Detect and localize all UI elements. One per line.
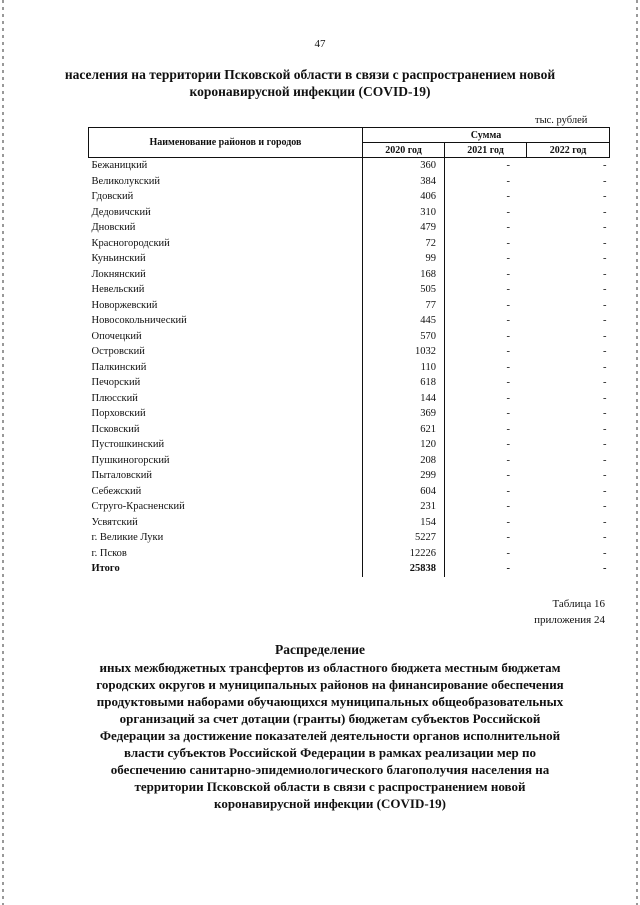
value-2020: 72 [363,236,445,252]
page-number: 47 [314,38,326,50]
table-row [89,267,610,283]
table-row [89,422,610,438]
value-2020: 618 [363,375,445,391]
value-2022: - [603,547,607,559]
table-ref-line1: Таблица 16 [552,598,605,610]
value-2022: - [603,516,607,528]
value-2022: - [603,485,607,497]
table-row [89,515,610,531]
value-2020: 384 [363,174,445,190]
table-row [89,437,610,453]
value-2020: 99 [363,251,445,267]
value-2021: - [506,408,510,419]
value-2020: 25838 [363,561,445,577]
value-2022: - [603,346,607,357]
value-2021: - [506,392,510,404]
value-2021: - [506,501,510,512]
header-year-2021: 2021 год [445,143,527,158]
section-title: Распределение [274,642,366,657]
value-2020: 5227 [363,530,445,546]
district-name: Локнянский [89,267,363,283]
value-2022: - [603,206,607,218]
table-row [89,251,610,267]
value-2022: - [603,563,607,574]
value-2021: - [506,253,510,264]
header-year-2022: 2022 год [527,143,610,158]
value-2020: 154 [363,515,445,531]
district-name: Итого [89,561,363,577]
table-row [89,360,610,376]
value-2020: 208 [363,453,445,469]
district-name: Бежаницкий [89,158,363,174]
district-name: Новосокольнический [89,313,363,329]
value-2022: - [603,330,607,342]
value-2022: - [603,454,607,466]
value-2021: - [506,268,510,280]
value-2021: - [506,361,510,373]
table-row [89,236,610,252]
value-2022: - [603,268,607,280]
district-name: Красногородский [89,236,363,252]
value-2020: 445 [363,313,445,329]
district-name: Плюсский [89,391,363,407]
value-2022: - [603,191,607,202]
district-name: Псковский [89,422,363,438]
table-ref-line2: приложения 24 [534,614,605,626]
value-2022: - [603,532,607,543]
value-2020: 299 [363,468,445,484]
table-row [89,530,610,546]
value-2020: 621 [363,422,445,438]
value-2021: - [506,563,510,574]
value-2022: - [603,237,607,249]
value-2022: - [603,408,607,419]
value-2020: 120 [363,437,445,453]
value-2021: - [506,470,510,481]
value-2022: - [603,222,607,233]
district-name: Усвятский [89,515,363,531]
value-2021: - [506,346,510,357]
district-name: Себежский [89,484,363,500]
table-row [89,546,610,562]
value-2020: 77 [363,298,445,314]
table-row [89,375,610,391]
value-2022: - [603,392,607,404]
units-label: тыс. рублей [535,115,588,126]
value-2021: - [506,485,510,497]
value-2022: - [603,253,607,264]
table-row [89,484,610,500]
district-name: Дедовичский [89,205,363,221]
value-2022: - [603,175,607,187]
value-2020: 604 [363,484,445,500]
section-body: иных межбюджетных трансфертов из областного бюджета местным бюджетам городских округов и муниципальных районов на финансирование обеспечения продуктовыми наборами обучающихся муниципальных общеобразовательных организаций за счет дотации (гранты) бюджетам субъектов Российской Федерации за достижение показателей деятельности органов исполнительной власти субъектов Российской Федерации в рамках реализации мер по обеспечению санитарно-эпидемиологического благополучия населения на территории Псковской области в связи с распространением новой коронавирусной инфекции (COVID-19) [96,660,564,811]
district-name: Струго-Красненский [89,499,363,515]
district-name: г. Великие Луки [89,530,363,546]
left-scan-edge [2,0,4,905]
value-2022: - [603,470,607,481]
district-name: Гдовский [89,189,363,205]
value-2021: - [506,454,510,466]
value-2021: - [506,516,510,528]
value-2022: - [603,439,607,450]
table-row [89,189,610,205]
district-name: Невельский [89,282,363,298]
value-2022: - [603,361,607,373]
value-2022: - [603,284,607,295]
table-row [89,220,610,236]
value-2020: 570 [363,329,445,345]
table-row [89,298,610,314]
value-2020: 406 [363,189,445,205]
value-2020: 505 [363,282,445,298]
value-2021: - [506,532,510,543]
district-name: Порховский [89,406,363,422]
header-year-2020: 2020 год [363,143,445,158]
value-2021: - [506,160,510,171]
district-name: Пушкиногорский [89,453,363,469]
value-2021: - [506,330,510,342]
table-row [89,174,610,190]
table-row [89,499,610,515]
district-name: г. Псков [89,546,363,562]
table-row [89,391,610,407]
table-row [89,344,610,360]
table-row [89,453,610,469]
value-2020: 231 [363,499,445,515]
table-row [89,282,610,298]
district-name: Палкинский [89,360,363,376]
header-name: Наименование районов и городов [89,128,363,158]
value-2020: 310 [363,205,445,221]
district-name: Великолукский [89,174,363,190]
value-2021: - [506,191,510,202]
value-2022: - [603,160,607,171]
district-name: Дновский [89,220,363,236]
value-2021: - [506,222,510,233]
value-2022: - [603,423,607,435]
value-2022: - [603,377,607,388]
value-2022: - [603,315,607,326]
table-row [89,205,610,221]
value-2021: - [506,237,510,249]
value-2020: 110 [363,360,445,376]
district-name: Новоржевский [89,298,363,314]
value-2021: - [506,439,510,450]
district-name: Куньинский [89,251,363,267]
district-name: Пустошкинский [89,437,363,453]
table-row [89,406,610,422]
table-heading: населения на территории Псковской области в связи с распространением новой коронавирусной инфекции (COVID-19) [64,67,556,99]
value-2020: 144 [363,391,445,407]
table-row [89,468,610,484]
table-reference [534,596,605,628]
value-2020: 12226 [363,546,445,562]
value-2021: - [506,175,510,187]
value-2020: 1032 [363,344,445,360]
value-2022: - [603,299,607,311]
value-2021: - [506,377,510,388]
allocation-table [88,127,610,577]
value-2021: - [506,423,510,435]
value-2021: - [506,206,510,218]
table-row [89,329,610,345]
value-2021: - [506,547,510,559]
value-2020: 369 [363,406,445,422]
value-2020: 360 [363,158,445,174]
district-name: Пыталовский [89,468,363,484]
district-name: Островский [89,344,363,360]
table-row [89,313,610,329]
header-sum: Сумма [363,128,610,143]
district-name: Опочецкий [89,329,363,345]
value-2022: - [603,501,607,512]
right-scan-edge [636,0,638,905]
total-row [89,561,610,577]
value-2020: 479 [363,220,445,236]
value-2021: - [506,315,510,326]
value-2021: - [506,299,510,311]
value-2020: 168 [363,267,445,283]
district-name: Печорский [89,375,363,391]
table-row [89,158,610,174]
value-2021: - [506,284,510,295]
